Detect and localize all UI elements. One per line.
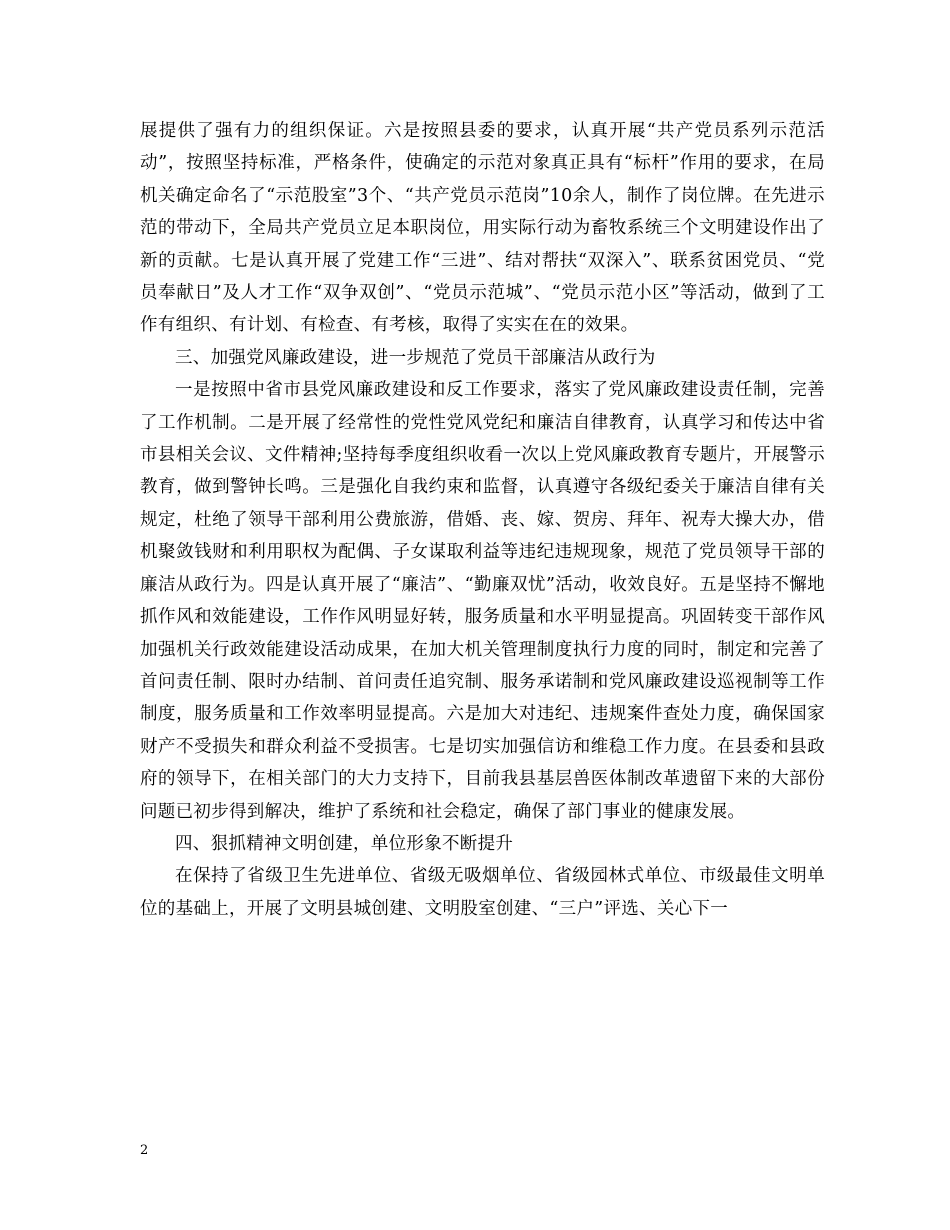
body-paragraph-3: 在保持了省级卫生先进单位、省级无吸烟单位、省级园林式单位、市级最佳文明单位的基础上，开展了文明县城创建、文明股室创建、“三户”评选、关心下一 — [140, 866, 825, 919]
document-body — [140, 115, 825, 925]
section-heading-4: 四、狠抓精神文明创建，单位形象不断提升 — [175, 833, 514, 854]
body-paragraph-1: 展提供了强有力的组织保证。六是按照县委的要求，认真开展“共产党员系列示范活动”，按照坚持标准，严格条件，使确定的示范对象真正具有“标杆”作用的要求，在局机关确定命名了“示范股室”3个、“共产党员示范岗”10余人，制作了岗位牌。在先进示范的带动下，全局共产党员立足本职岗位，用实际行动为畜牧系统三个文明建设作出了新的贡献。七是认真开展了党建工作“三进”、结对帮扶“双深入”、联系贫困党员、“党员奉献日”及人才工作“双争双创”、“党员示范城”、“党员示范小区”等活动，做到了工作有组织、有计划、有检查、有考核，取得了实实在在的效果。 — [140, 121, 825, 336]
section-heading-3: 三、加强党风廉政建设，进一步规范了党员干部廉洁从政行为 — [175, 347, 656, 368]
page-number: 2 — [140, 1143, 149, 1158]
body-paragraph-2: 一是按照中省市县党风廉政建设和反工作要求，落实了党风廉政建设责任制，完善了工作机制。二是开展了经常性的党性党风党纪和廉洁自律教育，认真学习和传达中省市县相关会议、文件精神;坚持每季度组织收看一次以上党风廉政教育专题片，开展警示教育，做到警钟长鸣。三是强化自我约束和监督，认真遵守各级纪委关于廉洁自律有关规定，杜绝了领导干部利用公费旅游，借婚、丧、嫁、贺房、拜年、祝寿大操大办，借机聚敛钱财和利用职权为配偶、子女谋取利益等违纪违规现象，规范了党员领导干部的廉洁从政行为。四是认真开展了“廉洁”、“勤廉双忧”活动，收效良好。五是坚持不懈地抓作风和效能建设，工作作风明显好转，服务质量和水平明显提高。巩固转变干部作风加强机关行政效能建设活动成果，在加大机关管理制度执行力度的同时，制定和完善了首问责任制、限时办结制、首问责任追究制、服务承诺制和党风廉政建设巡视制等工作制度，服务质量和工作效率明显提高。六是加大对违纪、违规案件查处力度，确保国家财产不受损失和群众利益不受损害。七是切实加强信访和维稳工作力度。在县委和县政府的领导下，在相关部门的大力支持下，目前我县基层兽医体制改革遗留下来的大部份问题已初步得到解决，维护了系统和社会稳定，确保了部门事业的健康发展。 — [140, 380, 825, 822]
